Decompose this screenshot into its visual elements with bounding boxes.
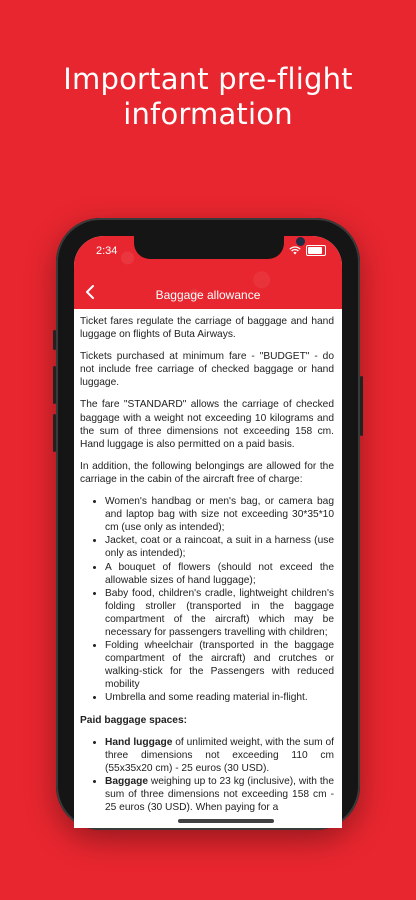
device-notch xyxy=(134,236,284,259)
app-header xyxy=(74,236,342,309)
paragraph-budget: Tickets purchased at minimum fare - "BUDGET" - do not include free carriage of checked baggage or hand luggage. xyxy=(80,351,334,389)
mute-switch xyxy=(53,330,56,350)
status-time: 2:34 xyxy=(96,245,118,257)
paid-item-text: of unlimited weight, with the sum of three dimensions not exceeding 110 cm (55x35x20 cm) - 25 euros (30 USD). xyxy=(105,736,334,774)
paid-items-list xyxy=(80,736,334,815)
list-item: • A bouquet of flowers (should not exceed the allowable sizes of hand luggage); xyxy=(105,561,334,587)
list-item: • Jacket, coat or a raincoat, a suit in a harness (use only as intended); xyxy=(105,534,334,560)
battery-icon xyxy=(306,245,326,256)
chevron-left-icon xyxy=(84,284,96,300)
power-button xyxy=(360,376,363,436)
status-icons xyxy=(289,244,326,256)
list-item xyxy=(105,775,334,814)
paid-item-title: Hand luggage xyxy=(105,736,173,748)
paid-item-text: weighing up to 23 kg (inclusive), with the sum of three dimensions not exceeding 158 cm - 25 euros (30 USD). When paying for a xyxy=(105,775,334,814)
list-item: • Women's handbag or men's bag, or camera bag and laptop bag with size not exceeding 30*35*10 cm (use only as intended); xyxy=(105,495,334,534)
page-title: Baggage allowance xyxy=(155,288,261,302)
promo-headline-line1: Important pre-flight xyxy=(63,62,353,96)
paid-item-title: Baggage xyxy=(105,775,149,787)
volume-up-button xyxy=(53,366,56,404)
home-indicator[interactable] xyxy=(178,819,274,823)
phone-frame xyxy=(56,218,360,830)
paragraph-intro: Ticket fares regulate the carriage of baggage and hand luggage on flights of Buta Airways. xyxy=(80,316,334,341)
list-item: • Umbrella and some reading material in-flight. xyxy=(105,691,334,704)
list-item xyxy=(105,736,334,775)
paragraph-standard: The fare "STANDARD" allows the carriage of checked baggage with a weight not exceeding 10 kilograms and the sum of three dimensions not exceeding 158 cm. Hand luggage is also permitted on a paid basis. xyxy=(80,399,334,450)
promo-headline-line2: information xyxy=(123,97,293,131)
promo-headline xyxy=(0,62,416,132)
list-item: • Folding wheelchair (transported in the baggage compartment of the aircraft) and crutches or walking-stick for the Passengers with reduced mobility xyxy=(105,639,334,691)
app-screen xyxy=(74,236,342,828)
paragraph-free-items-intro: In addition, the following belongings are allowed for the carriage in the cabin of the aircraft free of charge: xyxy=(80,460,334,485)
wifi-icon xyxy=(289,246,301,255)
volume-down-button xyxy=(53,414,56,452)
paid-heading: Paid baggage spaces: xyxy=(80,714,188,726)
free-items-list xyxy=(80,495,334,705)
baggage-content[interactable] xyxy=(80,315,334,828)
back-button[interactable] xyxy=(80,284,100,304)
list-item: • Baby food, children's cradle, lightweight children's folding stroller (transported in the baggage compartment of the aircraft) which may be necessary for passengers travelling with children; xyxy=(105,587,334,639)
